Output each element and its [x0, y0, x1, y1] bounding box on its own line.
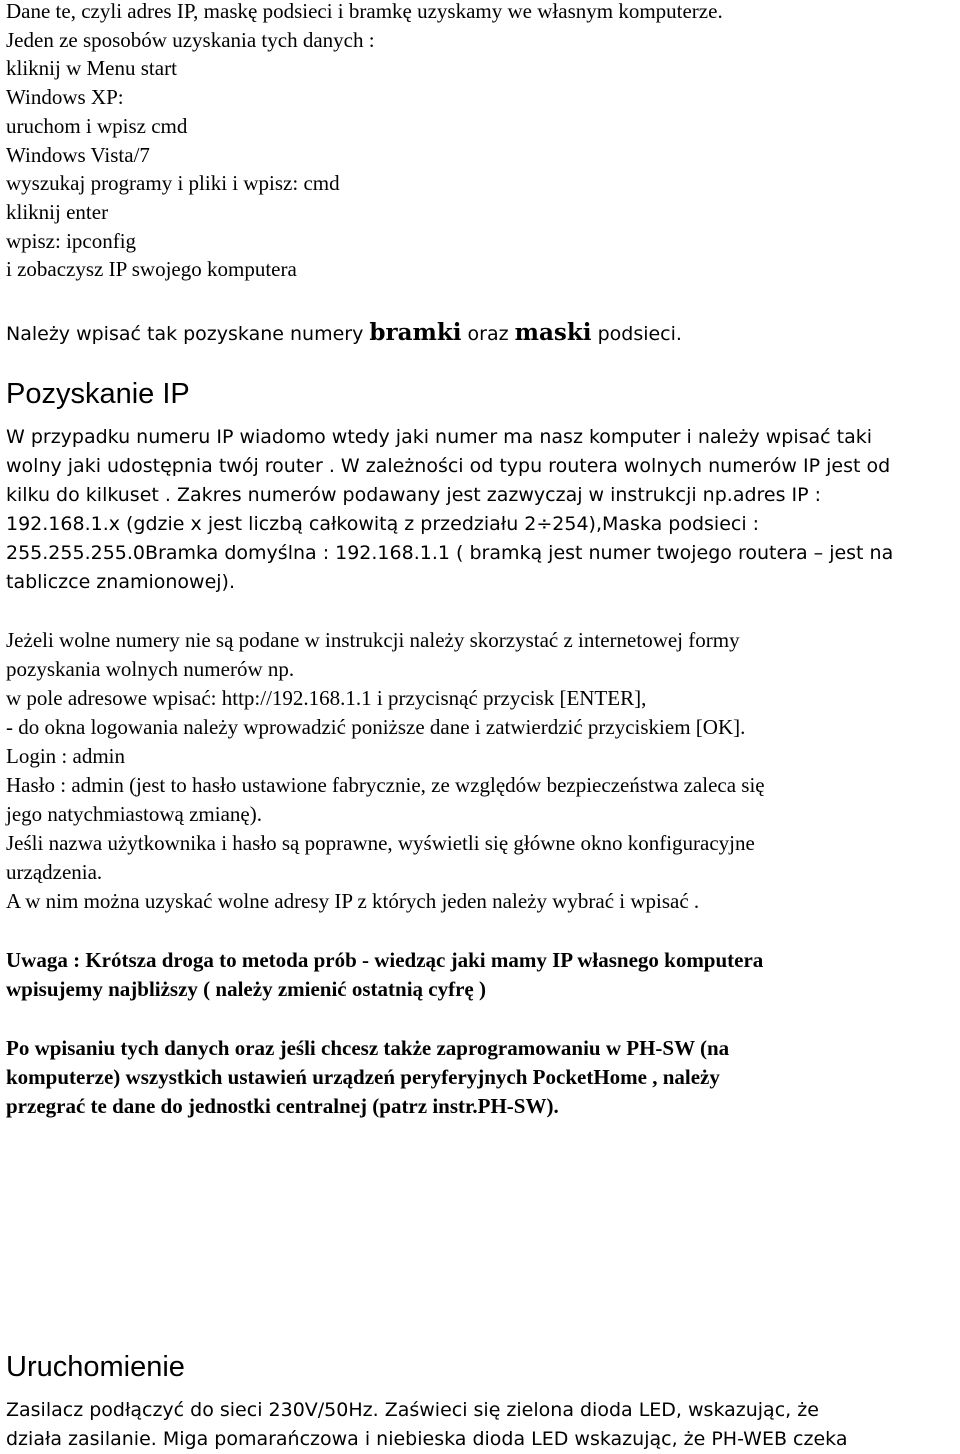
- after-block: [6, 1034, 729, 1121]
- note-text-1: Należy wpisać tak pozyskane numery: [6, 323, 370, 345]
- section-free-line: A w nim można uzyskać wolne adresy IP z których jeden należy wybrać i wpisać .: [6, 889, 700, 913]
- section-free-line: urządzenia.: [6, 860, 103, 884]
- warning-line: wpisujemy najbliższy ( należy zmienić ostatnią cyfrę ): [6, 977, 486, 1001]
- note-text-2: oraz: [461, 323, 515, 345]
- startup-heading-wrap: [6, 1350, 185, 1384]
- note-bramki: bramki: [369, 319, 462, 346]
- intro-line: uruchom i wpisz cmd: [6, 113, 188, 138]
- section-free-line: pozyskania wolnych numerów np.: [6, 657, 295, 681]
- section-free: [6, 626, 765, 916]
- section-ip-line: tabliczce znamionowej).: [6, 571, 236, 593]
- section-ip-line: 192.168.1.x (gdzie x jest liczbą całkowitą z przedziału 2÷254),Maska podsieci :: [6, 513, 760, 535]
- section-ip-line: 255.255.255.0Bramka domyślna : 192.168.1.1 ( bramką jest numer twojego routera – jest na: [6, 542, 894, 564]
- section-free-line: Hasło : admin (jest to hasło ustawione fabrycznie, ze względów bezpieczeństwa zaleca się: [6, 773, 765, 797]
- startup-line: działa zasilanie. Miga pomarańczowa i niebieska dioda LED wskazując, że PH-WEB czeka: [6, 1428, 848, 1450]
- section-free-line: jego natychmiastową zmianę).: [6, 802, 262, 826]
- section-free-line: Jeżeli wolne numery nie są podane w instrukcji należy skorzystać z internetowej formy: [6, 628, 740, 652]
- section-free-line: w pole adresowe wpisać: http://192.168.1.1 i przycisnąć przycisk [ENTER],: [6, 686, 647, 710]
- intro-line: wyszukaj programy i pliki i wpisz: cmd: [6, 171, 340, 196]
- intro-line: Windows XP:: [6, 85, 124, 110]
- after-line: przegrać te dane do jednostki centralnej (patrz instr.PH-SW).: [6, 1094, 559, 1118]
- note-maski: maski: [514, 319, 592, 346]
- intro-line: Dane te, czyli adres IP, maskę podsieci i bramkę uzyskamy we własnym komputerze.: [6, 0, 723, 23]
- intro-line: wpisz: ipconfig: [6, 228, 137, 253]
- intro-line: Windows Vista/7: [6, 142, 150, 167]
- section-ip-heading: Pozyskanie IP: [6, 378, 190, 410]
- section-ip: [6, 377, 190, 411]
- after-line: komputerze) wszystkich ustawień urządzeń peryferyjnych PocketHome , należy: [6, 1065, 720, 1089]
- intro-line: i zobaczysz IP swojego komputera: [6, 257, 297, 282]
- startup-body: [6, 1396, 847, 1454]
- section-ip-line: wolny jaki udostępnia twój router . W zależności od typu routera wolnych numerów IP jest od: [6, 455, 891, 477]
- startup-line: Zasilacz podłączyć do sieci 230V/50Hz. Zaświeci się zielona dioda LED, wskazując, że: [6, 1399, 819, 1421]
- startup-heading: Uruchomienie: [6, 1351, 185, 1383]
- section-free-line: - do okna logowania należy wprowadzić poniższe dane i zatwierdzić przyciskiem [OK].: [6, 715, 746, 739]
- intro-line: kliknij enter: [6, 199, 109, 224]
- warning-block: [6, 946, 763, 1004]
- section-free-line: Jeśli nazwa użytkownika i hasło są poprawne, wyświetli się główne okno konfiguracyjne: [6, 831, 755, 855]
- note-line: [6, 319, 682, 349]
- section-free-line: Login : admin: [6, 744, 125, 768]
- intro-block: [6, 0, 723, 284]
- section-ip-body: [6, 423, 893, 597]
- intro-line: kliknij w Menu start: [6, 56, 177, 81]
- section-ip-line: W przypadku numeru IP wiadomo wtedy jaki numer ma nasz komputer i należy wpisać taki: [6, 426, 873, 448]
- warning-line: Uwaga : Krótsza droga to metoda prób - wiedząc jaki mamy IP własnego komputera: [6, 948, 764, 972]
- intro-line: Jeden ze sposobów uzyskania tych danych :: [6, 27, 375, 52]
- note-text-3: podsieci.: [591, 323, 682, 345]
- after-line: Po wpisaniu tych danych oraz jeśli chcesz także zaprogramowaniu w PH-SW (na: [6, 1036, 730, 1060]
- section-ip-line: kilku do kilkuset . Zakres numerów podawany jest zazwyczaj w instrukcji np.adres IP :: [6, 484, 822, 506]
